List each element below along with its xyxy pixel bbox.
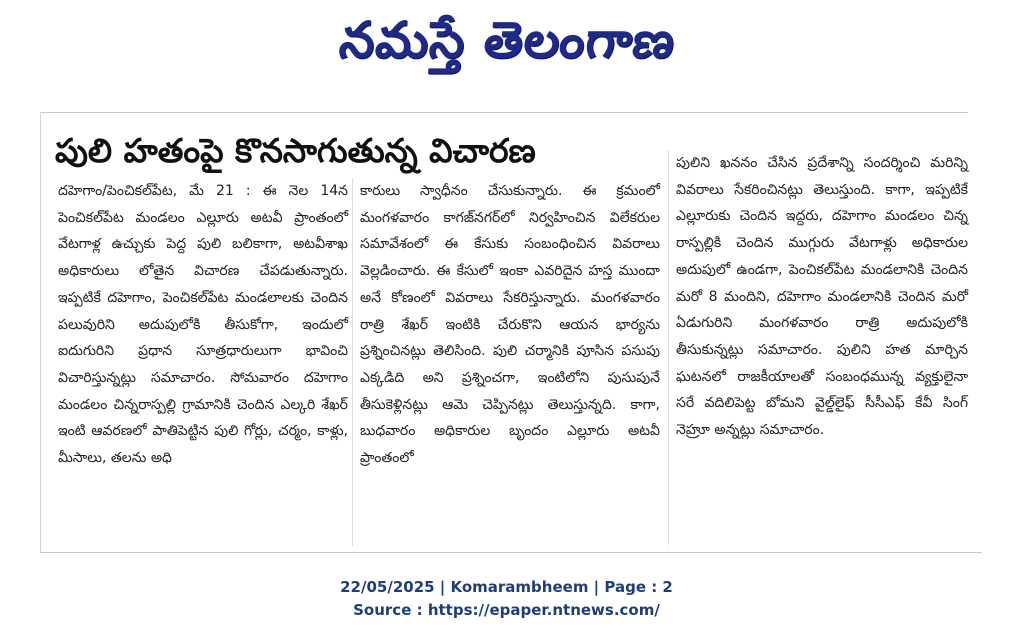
article-column-1: దహెగాం/పెంచికల్‌పేట, మే 21 : ఈ నెల 14న పెంచికల్‌పేట మండలం ఎల్లూరు అటవీ ప్రాంతంలో వేటగాళ్ల ఉచ్చుకు పెద్ద పులి బలికాగా, అటవీశాఖ అధికారులు లోతైన విచారణ చేపడుతున్నారు. ఇప్పటికే దహెగాం, పెంచికల్‌పేట మండలాలకు చెందిన పలువురిని అదుపులోకి తీసుకోగా, ఇందులో ఐదుగురిని ప్రధాన సూత్రధారులుగా భావించి విచారిస్తున్నట్లు సమాచారం. సోమవారం దహెగాం మండలం చిన్నరాస్పల్లి గ్రామానికి చెందిన ఎల్కరి శేఖర్ ఇంటి ఆవరణలో పాతిపెట్టిన పులి గోర్లు, చర్మం, కాళ్లు, మీసాలు, తలను అధి (58, 183, 348, 467)
newspaper-masthead (0, 0, 1013, 92)
source-link[interactable]: Source : https://epaper.ntnews.com/ (353, 601, 660, 619)
article-column-3: పులిని ఖననం చేసిన ప్రదేశాన్ని సందర్శించి మరిన్ని వివరాలు సేకరించినట్లు తెలుస్తుంది. కాగా, ఇప్పటికే ఎల్లూరుకు చెందిన ఇద్దరు, దహెగాం మండలం చిన్న రాస్పల్లికి చెందిన ముగ్గురు వేటగాళ్లు అధికారుల అదుపులో ఉండగా, పెంచికల్‌పేట మండలానికి చెందిన మరో 8 మందిని, దహెగాం మండలానికి చెందిన మరో ఏడుగురిని మంగళవారం రాత్రి అదుపులోకి తీసుకున్నట్లు సమాచారం. పులిని హత మార్చిన ఘటనలో రాజకీయాలతో సంబంధమున్న వ్యక్తులైనా సరే వదిలిపెట్ట బోమని వైల్డ్‌లైఫ్ సీసీఎఫ్ కేవీ సింగ్ నెహ్రూ అన్నట్లు సమాచారం. (676, 155, 968, 439)
column-divider (668, 150, 669, 545)
article-left-rule (40, 112, 41, 552)
column-divider (352, 178, 353, 546)
edition-info: 22/05/2025 | Komarambheem | Page : 2 (340, 578, 673, 596)
article-column-2: కారులు స్వాధీనం చేసుకున్నారు. ఈ క్రమంలో మంగళవారం కాగజ్‌నగర్‌లో నిర్వహించిన విలేకరుల సమావేశంలో ఈ కేసుకు సంబంధించిన వివరాలు వెల్లడించారు. ఈ కేసులో ఇంకా ఎవరిదైన హస్త ముందా అనే కోణంలో వివరాలు సేకరిస్తున్నారు. మంగళవారం రాత్రి శేఖర్ ఇంటికి చేరుకొని ఆయన భార్యను ప్రశ్నించినట్లు తెలిసింది. పులి చర్మానికి పూసిన పసుపు ఎక్కడిది అని ప్రశ్నించగా, ఇంటిలోని పుసుపునే తీసుకెళ్లినట్లు ఆమె చెప్పినట్లు తెలుస్తున్నది. కాగా, బుధవారం అధికారుల బృందం ఎల్లూరు అటవీ ప్రాంతంలో (360, 183, 660, 467)
article-headline: పులి హతంపై కొనసాగుతున్న విచారణ (55, 131, 536, 170)
article-top-rule (40, 112, 968, 113)
article-bottom-rule (40, 552, 982, 553)
newspaper-logo-title: నమస్తే తెలంగాణ (336, 10, 679, 69)
